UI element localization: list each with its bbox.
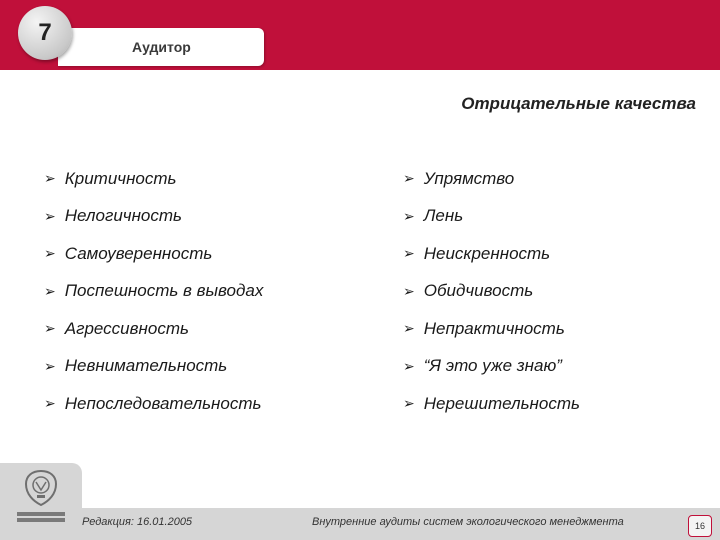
arrow-bullet-icon: ➢ (44, 320, 56, 337)
chapter-number-badge: 7 (18, 6, 72, 60)
list-item (44, 160, 263, 198)
arrow-bullet-icon: ➢ (403, 170, 415, 187)
list-item-label: Непоследовательность (64, 393, 262, 413)
list-item-label: Непрактичность (423, 318, 565, 338)
arrow-bullet-icon: ➢ (403, 357, 415, 374)
list-item-label: Упрямство (423, 168, 515, 188)
list-item (44, 273, 263, 311)
list-item (403, 348, 580, 386)
arrow-bullet-icon: ➢ (44, 357, 56, 374)
page-number: 16 (688, 515, 712, 537)
arrow-bullet-icon: ➢ (403, 395, 415, 412)
list-item (44, 235, 263, 273)
list-item-label: Поспешность в выводах (64, 281, 264, 301)
header-title: Аудитор (132, 39, 191, 55)
list-item (44, 310, 263, 348)
arrow-bullet-icon: ➢ (44, 395, 56, 412)
arrow-bullet-icon: ➢ (403, 245, 415, 262)
logo-wordmark (17, 512, 65, 524)
list-item-label: Обидчивость (423, 281, 534, 301)
list-item (403, 235, 580, 273)
list-item-label: “Я это уже знаю” (423, 356, 562, 376)
arrow-bullet-icon: ➢ (44, 282, 56, 299)
list-item-label: Нелогичность (64, 206, 182, 226)
list-item (403, 160, 580, 198)
header-title-tab (58, 28, 264, 66)
list-item (403, 310, 580, 348)
footer-document-title: Внутренние аудиты систем экологического менеджмента (312, 516, 624, 528)
list-item (44, 385, 263, 423)
arrow-bullet-icon: ➢ (403, 320, 415, 337)
list-item-label: Невнимательность (64, 356, 228, 376)
left-qualities-list (44, 160, 263, 423)
list-item (403, 273, 580, 311)
list-item-label: Самоуверенность (64, 243, 213, 263)
list-item-label: Неискренность (423, 243, 551, 263)
section-heading: Отрицательные качества (461, 94, 696, 113)
list-item-label: Лень (423, 206, 464, 226)
arrow-bullet-icon: ➢ (403, 282, 415, 299)
arrow-bullet-icon: ➢ (403, 207, 415, 224)
right-qualities-list (403, 160, 580, 423)
list-item-label: Нерешительность (423, 393, 580, 413)
bureau-veritas-seal-icon (24, 470, 58, 506)
arrow-bullet-icon: ➢ (44, 170, 56, 187)
list-item (44, 348, 263, 386)
list-item (403, 198, 580, 236)
list-item-label: Агрессивность (64, 318, 189, 338)
arrow-bullet-icon: ➢ (44, 207, 56, 224)
footer-edition-date: Редакция: 16.01.2005 (82, 516, 193, 528)
list-item (44, 198, 263, 236)
arrow-bullet-icon: ➢ (44, 245, 56, 262)
list-item-label: Критичность (64, 168, 177, 188)
list-item (403, 385, 580, 423)
